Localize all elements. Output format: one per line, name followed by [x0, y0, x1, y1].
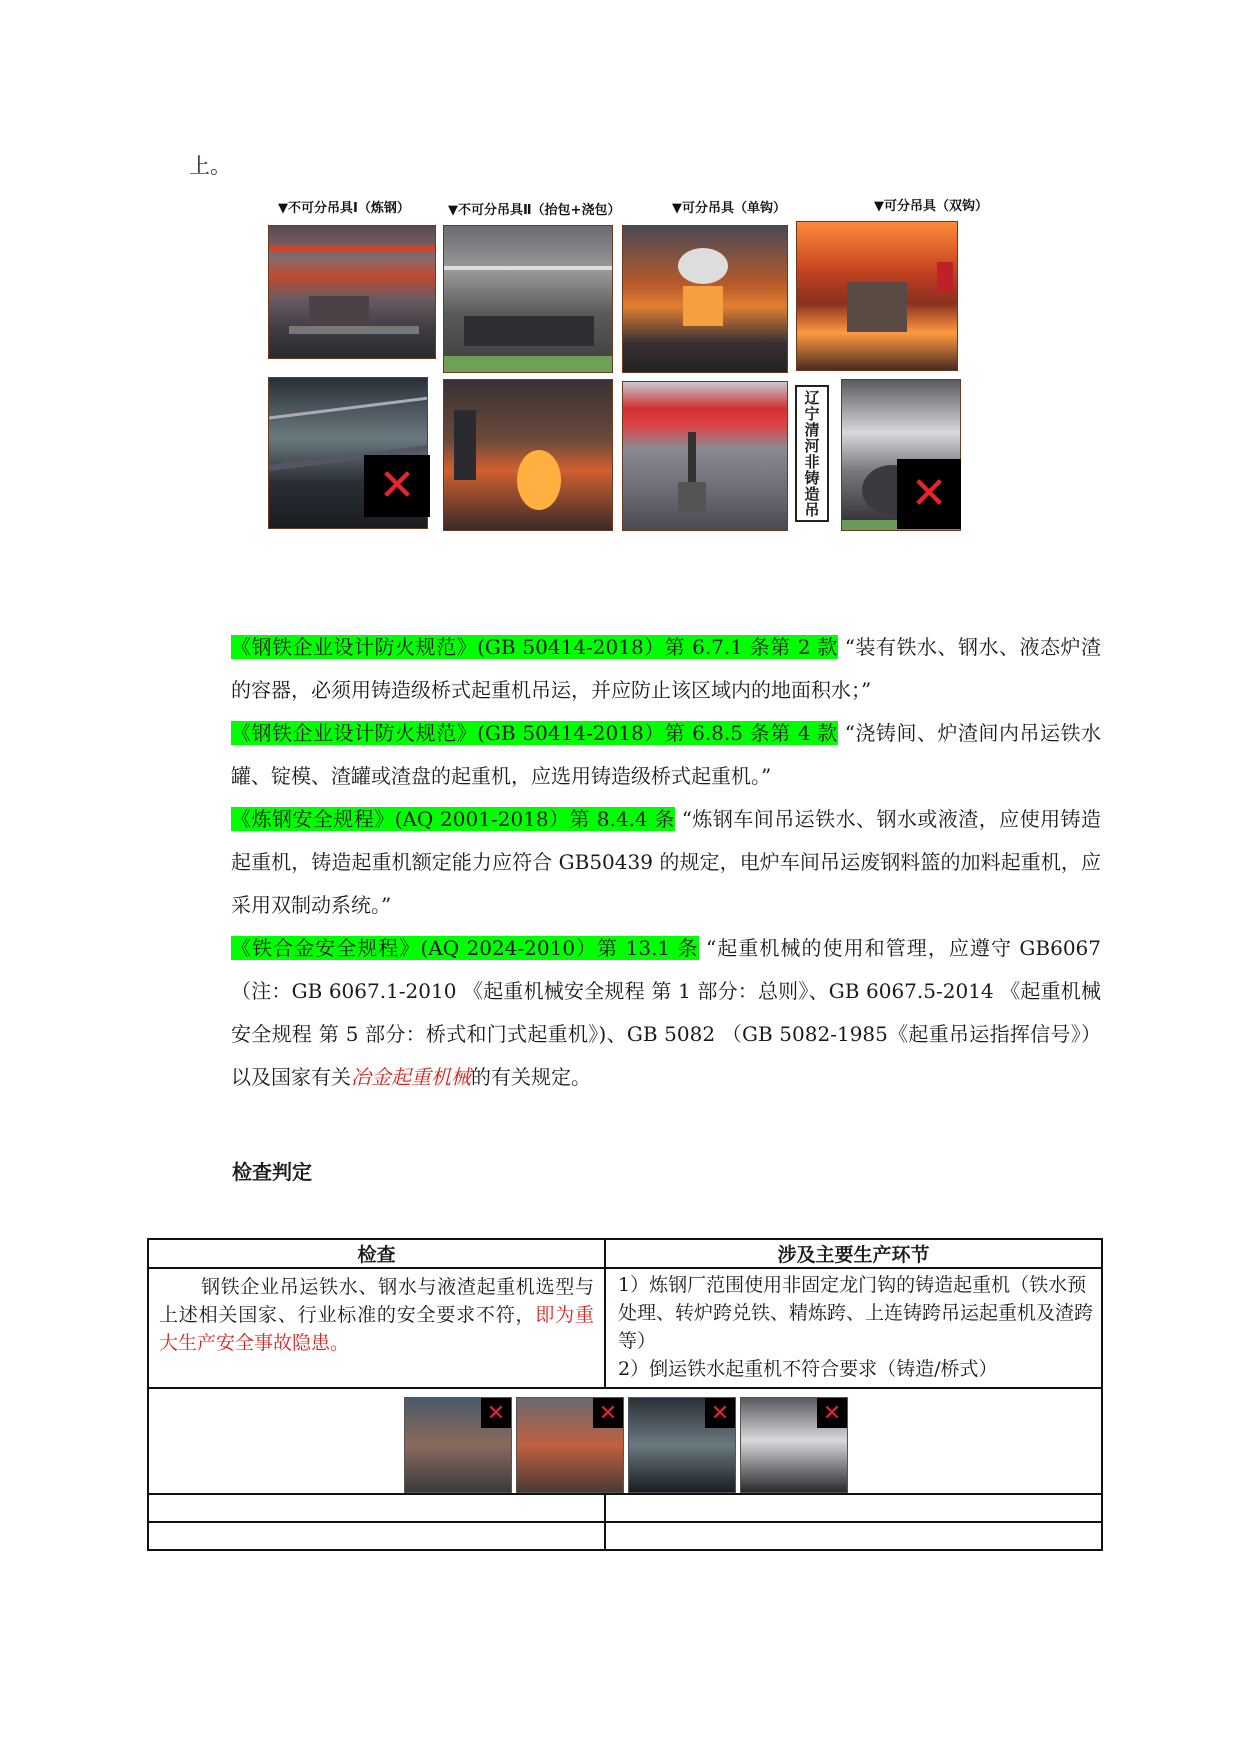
- photo-casting-crane-art: [623, 382, 788, 531]
- clause-text: “炼钢车间吊运铁水、钢水或液渣，应使用铸造起重机，铸造起重机额定能力应符合 GB50439 的规定，电炉车间吊运废钢料篮的加料起重机，应采用双制动系统。”: [231, 807, 1101, 917]
- clause-gb50414-6-7-1: [189, 626, 1101, 712]
- major-hazard-verdict: 即为重大生产安全事故隐患。: [159, 1304, 594, 1354]
- empty-cell: [148, 1494, 605, 1522]
- clause-ref-highlight: 《钢铁企业设计防火规范》(GB 50414-2018）第 6.7.1 条第 2 款: [231, 635, 838, 659]
- clause-text: “起重机械的使用和管理，应遵守 GB6067（注：GB 6067.1-2010 《起重机械安全规程 第 1 部分：总则》、GB 6067.5-2014 《起重机械安全规程 第 5 部分：桥式和门式起重机》)、GB 5082 （GB 5082-1985《起重吊运指挥信号》）以及国家有关: [231, 936, 1101, 1089]
- caption-inseparable-1: ▼不可分吊具Ⅰ（炼钢）: [278, 201, 410, 216]
- check-description-cell: [148, 1268, 605, 1388]
- photo-double-hook: [796, 221, 958, 371]
- violation-photo-1: [404, 1397, 512, 1493]
- clause-ref-highlight: 《炼钢安全规程》(AQ 2001-2018）第 8.4.4 条: [231, 807, 675, 831]
- violation-photo-2: [516, 1397, 624, 1493]
- check-description: 钢铁企业吊运铁水、钢水与液渣起重机选型与上述相关国家、行业标准的安全要求不符，: [159, 1276, 594, 1326]
- photo-single-hook-art: [623, 226, 788, 373]
- continued-text: 上。: [189, 154, 231, 178]
- empty-cell: [605, 1494, 1102, 1522]
- clause-text-end: 的有关规定。: [471, 1065, 591, 1089]
- caption-inseparable-2: ▼不可分吊具Ⅱ（抬包+浇包）: [448, 203, 621, 218]
- clause-text: “浇铸间、炉渣间内吊运铁水罐、锭模、渣罐或渣盘的起重机，应选用铸造级桥式起重机。”: [231, 721, 1102, 788]
- cross-mark: ✕: [481, 1398, 511, 1428]
- photo-pouring-ladle-art: [444, 226, 613, 373]
- process-item-1: 1）炼钢厂范围使用非固定龙门钩的铸造起重机（铁水预处理、转炉跨兑铁、精炼跨、上连铸跨吊运起重机及渣跨等）: [618, 1274, 1094, 1352]
- process-item-2: 2）倒运铁水起重机不符合要求（铸造/桥式）: [618, 1358, 998, 1380]
- photo-foundry-pouring: [443, 379, 613, 531]
- inspection-table: [147, 1238, 1103, 1551]
- photo-double-hook-art: [797, 222, 958, 371]
- photo-pouring-ladle: [443, 225, 613, 373]
- violation-photo-row: [148, 1388, 1102, 1494]
- violation-photo-3: [628, 1397, 736, 1493]
- empty-cell: [148, 1522, 605, 1550]
- photo-steelmaking-ladle-art: [269, 226, 436, 359]
- cross-mark-1: ✕: [364, 455, 430, 517]
- clause-aq2024-13-1: [189, 927, 1101, 1099]
- cross-mark: ✕: [705, 1398, 735, 1428]
- clause-ref-highlight: 《铁合金安全规程》(AQ 2024-2010）第 13.1 条: [231, 936, 699, 960]
- cross-mark-2: ✕: [897, 459, 961, 529]
- clause-ref-highlight: 《钢铁企业设计防火规范》(GB 50414-2018）第 6.8.5 条第 4 款: [231, 721, 838, 745]
- clause-aq2001-8-4-4: [189, 798, 1101, 927]
- table-header-process: 涉及主要生产环节: [605, 1239, 1102, 1268]
- clause-gb50414-6-8-5: [189, 712, 1101, 798]
- clause-text: “装有铁水、钢水、液态炉渣的容器，必须用铸造级桥式起重机吊运，并应防止该区域内的地面积水；”: [231, 635, 1102, 702]
- metallurgical-crane-term: 冶金起重机械: [351, 1065, 471, 1089]
- photo-casting-crane: [622, 381, 788, 531]
- section-heading: 检查判定: [232, 1160, 312, 1184]
- cross-mark: ✕: [817, 1398, 847, 1428]
- photo-steelmaking-ladle: [268, 225, 436, 359]
- violation-photo-4: [740, 1397, 848, 1493]
- caption-separable-double: ▼可分吊具（双钩）: [874, 199, 988, 214]
- caption-separable-single: ▼可分吊具（单钩）: [672, 201, 786, 216]
- non-casting-crane-label: 辽宁清河非铸造吊: [795, 385, 829, 522]
- table-header-check: 检查: [148, 1239, 605, 1268]
- photo-single-hook: [622, 225, 788, 373]
- cross-mark: ✕: [593, 1398, 623, 1428]
- empty-cell: [605, 1522, 1102, 1550]
- process-list-cell: [605, 1268, 1102, 1388]
- crane-photo-figure: [268, 193, 1028, 573]
- photo-foundry-pouring-art: [444, 380, 613, 531]
